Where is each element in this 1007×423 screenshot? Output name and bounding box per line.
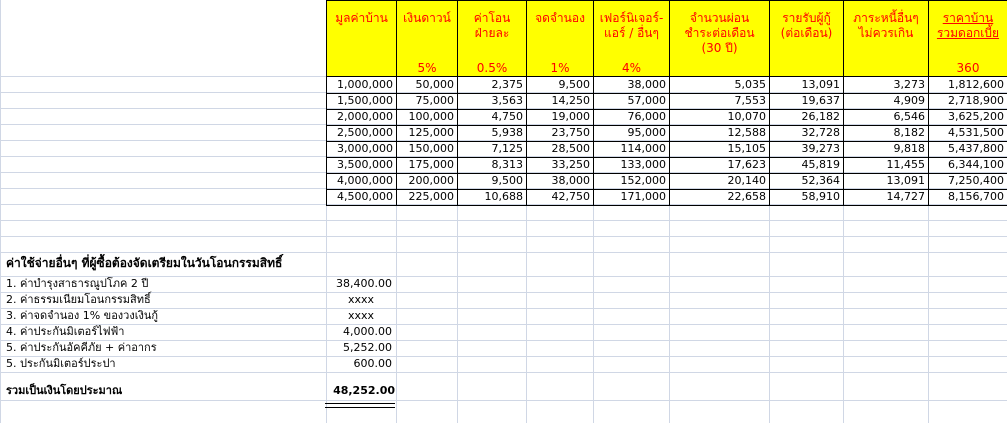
expense-item-value[interactable]: 4,000.00 xyxy=(343,325,392,338)
table-cell[interactable]: 10,688 xyxy=(457,189,527,206)
column-header-param: 360 xyxy=(956,61,980,75)
table-cell[interactable]: 13,091 xyxy=(769,77,844,94)
table-cell[interactable]: 225,000 xyxy=(396,189,458,206)
expense-item-value[interactable]: 5,252.00 xyxy=(343,341,392,354)
table-cell[interactable]: 6,344,100 xyxy=(928,157,1007,174)
table-cell[interactable]: 19,000 xyxy=(526,109,594,126)
table-cell[interactable]: 14,727 xyxy=(843,189,929,206)
table-cell[interactable]: 100,000 xyxy=(396,109,458,126)
table-cell[interactable]: 12,588 xyxy=(669,125,770,142)
table-cell[interactable]: 3,625,200 xyxy=(928,109,1007,126)
column-header-title: เฟอร์นิเจอร์- แอร์ / อื่นๆ xyxy=(599,11,664,40)
table-cell[interactable]: 39,273 xyxy=(769,141,844,158)
table-cell[interactable]: 57,000 xyxy=(593,93,670,110)
table-cell[interactable]: 32,728 xyxy=(769,125,844,142)
table-cell[interactable]: 150,000 xyxy=(396,141,458,158)
table-cell[interactable]: 4,531,500 xyxy=(928,125,1007,142)
column-header-param: 4% xyxy=(621,61,642,75)
expense-item-value[interactable]: xxxx xyxy=(347,293,375,306)
column-header[interactable] xyxy=(396,0,458,77)
table-cell[interactable]: 8,313 xyxy=(457,157,527,174)
table-cell[interactable]: 95,000 xyxy=(593,125,670,142)
table-cell[interactable]: 4,909 xyxy=(843,93,929,110)
expense-item-value[interactable]: 38,400.00 xyxy=(336,277,392,290)
column-header-title: จำนวนผ่อน ชำระต่อเดือน (30 ปี) xyxy=(684,11,755,55)
table-cell[interactable]: 4,500,000 xyxy=(326,189,397,206)
table-cell[interactable]: 133,000 xyxy=(593,157,670,174)
table-cell[interactable]: 33,250 xyxy=(526,157,594,174)
table-cell[interactable]: 200,000 xyxy=(396,173,458,190)
column-header[interactable] xyxy=(843,0,929,77)
table-cell[interactable]: 15,105 xyxy=(669,141,770,158)
column-header[interactable] xyxy=(769,0,844,77)
expense-item-label: 3. ค่าจดจำนอง 1% ของวงเงินกู้ xyxy=(6,309,159,322)
expense-item-label: 5. ประกันมิเตอร์ประปา xyxy=(6,357,116,370)
table-cell[interactable]: 1,500,000 xyxy=(326,93,397,110)
column-header[interactable] xyxy=(593,0,670,77)
table-cell[interactable]: 20,140 xyxy=(669,173,770,190)
column-header[interactable] xyxy=(326,0,397,77)
column-header[interactable] xyxy=(928,0,1007,77)
table-cell[interactable]: 52,364 xyxy=(769,173,844,190)
table-cell[interactable]: 1,812,600 xyxy=(928,77,1007,94)
table-cell[interactable]: 5,437,800 xyxy=(928,141,1007,158)
column-header-title: ภาระหนี้อื่นๆ ไม่ควรเกิน xyxy=(853,11,919,40)
table-cell[interactable]: 50,000 xyxy=(396,77,458,94)
expense-item-label: 4. ค่าประกันมิเตอร์ไฟฟ้า xyxy=(6,325,125,338)
table-cell[interactable]: 6,546 xyxy=(843,109,929,126)
column-header-title: เงินดาวน์ xyxy=(403,11,451,25)
table-cell[interactable]: 3,500,000 xyxy=(326,157,397,174)
table-cell[interactable]: 8,182 xyxy=(843,125,929,142)
expense-item-label: 5. ค่าประกันอัคคีภัย + ค่าอากร xyxy=(6,341,157,354)
table-cell[interactable]: 26,182 xyxy=(769,109,844,126)
table-cell[interactable]: 114,000 xyxy=(593,141,670,158)
double-underline xyxy=(325,403,395,408)
column-header-title: ราคาบ้าน รวมดอกเบี้ย xyxy=(936,11,1000,40)
expenses-total-label: รวมเป็นเงินโดยประมาณ xyxy=(6,384,123,397)
table-cell[interactable]: 13,091 xyxy=(843,173,929,190)
table-cell[interactable]: 2,375 xyxy=(457,77,527,94)
table-cell[interactable]: 7,125 xyxy=(457,141,527,158)
expense-item-value[interactable]: 600.00 xyxy=(353,357,392,370)
column-header-title: ค่าโอน ฝ่ายละ xyxy=(473,11,511,40)
table-cell[interactable]: 1,000,000 xyxy=(326,77,397,94)
table-cell[interactable]: 3,273 xyxy=(843,77,929,94)
table-cell[interactable]: 22,658 xyxy=(669,189,770,206)
table-cell[interactable]: 4,750 xyxy=(457,109,527,126)
expense-item-value[interactable]: xxxx xyxy=(347,309,375,322)
table-cell[interactable]: 7,250,400 xyxy=(928,173,1007,190)
table-cell[interactable]: 58,910 xyxy=(769,189,844,206)
column-header-title: จดจำนอง xyxy=(535,11,585,25)
table-cell[interactable]: 2,500,000 xyxy=(326,125,397,142)
table-cell[interactable]: 19,637 xyxy=(769,93,844,110)
table-cell[interactable]: 17,623 xyxy=(669,157,770,174)
table-cell[interactable]: 38,000 xyxy=(593,77,670,94)
table-cell[interactable]: 23,750 xyxy=(526,125,594,142)
table-cell[interactable]: 42,750 xyxy=(526,189,594,206)
table-cell[interactable]: 3,000,000 xyxy=(326,141,397,158)
column-header-param: 0.5% xyxy=(476,61,508,75)
table-cell[interactable]: 75,000 xyxy=(396,93,458,110)
table-cell[interactable]: 152,000 xyxy=(593,173,670,190)
expenses-total-value[interactable]: 48,252.00 xyxy=(333,384,395,397)
table-cell[interactable]: 175,000 xyxy=(396,157,458,174)
expense-item-label: 1. ค่าบำรุงสาธารณูปโภค 2 ปี xyxy=(6,277,149,290)
table-cell[interactable]: 2,718,900 xyxy=(928,93,1007,110)
expense-item-label: 2. ค่าธรรมเนียมโอนกรรมสิทธิ์ xyxy=(6,293,151,306)
table-cell[interactable]: 4,000,000 xyxy=(326,173,397,190)
table-cell[interactable]: 76,000 xyxy=(593,109,670,126)
column-header-title: มูลค่าบ้าน xyxy=(335,11,388,25)
column-header[interactable] xyxy=(457,0,527,77)
table-cell[interactable]: 7,553 xyxy=(669,93,770,110)
table-cell[interactable]: 171,000 xyxy=(593,189,670,206)
column-header[interactable] xyxy=(526,0,594,77)
table-cell[interactable]: 8,156,700 xyxy=(928,189,1007,206)
table-cell[interactable]: 14,250 xyxy=(526,93,594,110)
table-cell[interactable]: 2,000,000 xyxy=(326,109,397,126)
column-header-title: รายรับผู้กู้ (ต่อเดือน) xyxy=(780,11,833,40)
table-cell[interactable]: 9,500 xyxy=(457,173,527,190)
expenses-title: ค่าใช้จ่ายอื่นๆ ที่ผู้ซื้อต้องจัดเตรียมในวันโอนกรรมสิทธิ์ xyxy=(6,256,283,270)
table-cell[interactable]: 5,035 xyxy=(669,77,770,94)
table-cell[interactable]: 125,000 xyxy=(396,125,458,142)
table-cell[interactable]: 3,563 xyxy=(457,93,527,110)
table-cell[interactable]: 5,938 xyxy=(457,125,527,142)
table-cell[interactable]: 38,000 xyxy=(526,173,594,190)
column-header-param: 1% xyxy=(550,61,570,75)
table-cell[interactable]: 45,819 xyxy=(769,157,844,174)
table-cell[interactable]: 28,500 xyxy=(526,141,594,158)
column-header[interactable] xyxy=(669,0,770,77)
column-header-param: 5% xyxy=(417,61,437,75)
table-cell[interactable]: 9,818 xyxy=(843,141,929,158)
table-cell[interactable]: 11,455 xyxy=(843,157,929,174)
table-cell[interactable]: 9,500 xyxy=(526,77,594,94)
table-cell[interactable]: 10,070 xyxy=(669,109,770,126)
